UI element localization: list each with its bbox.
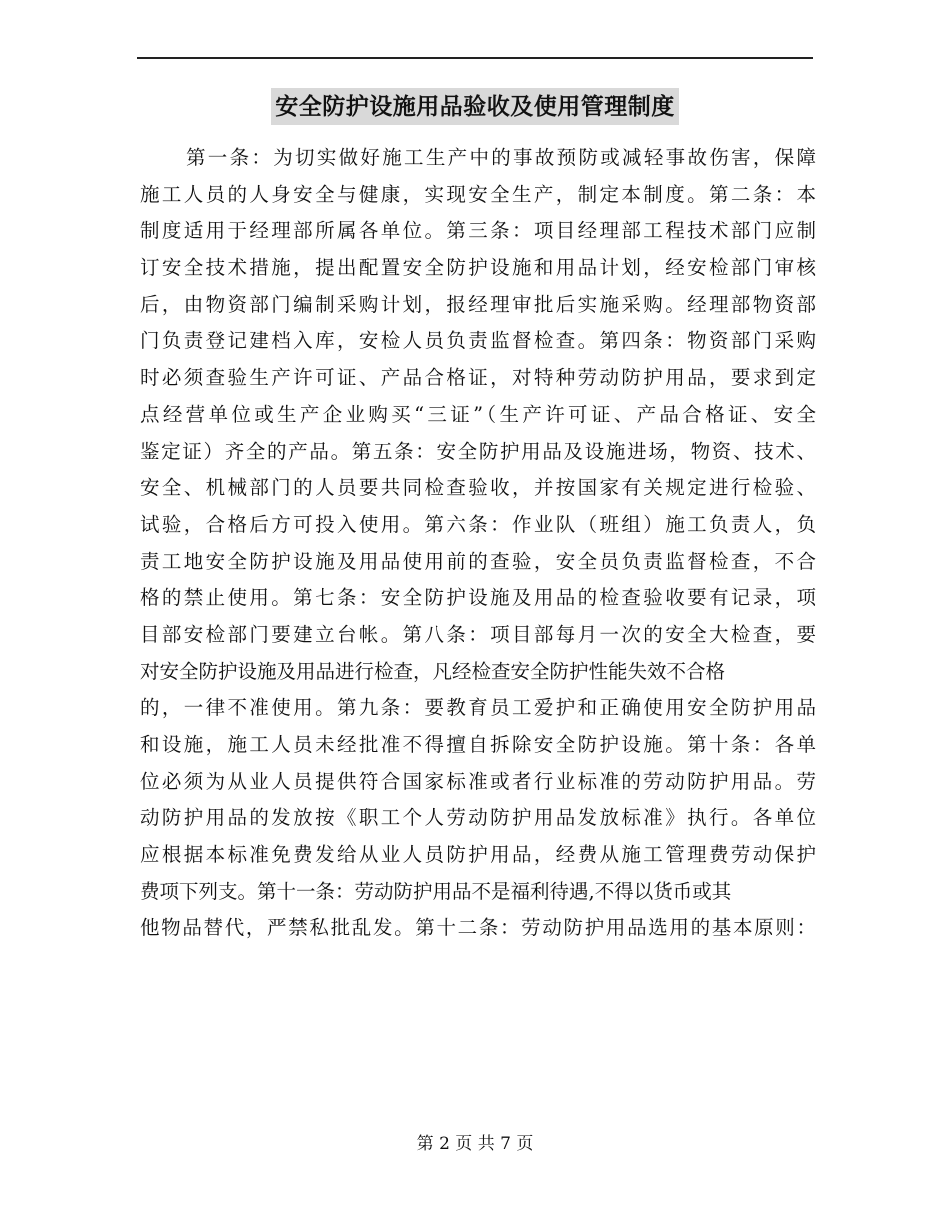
body-line: 对安全防护设施及用品进行检查，凡经检查安全防护性能失效不合格 bbox=[140, 659, 726, 683]
body-text bbox=[140, 140, 816, 947]
body-line: 施工人员的人身安全与健康，实现安全生产，制定本制度。第二条：本 bbox=[140, 182, 816, 206]
body-line: 和设施，施工人员未经批准不得擅自拆除安全防护设施。第十条：各单 bbox=[140, 733, 816, 756]
body-line: 制度适用于经理部所属各单位。第三条：项目经理部工程技术部门应制 bbox=[140, 219, 816, 243]
title-container bbox=[0, 88, 950, 125]
body-line: 应根据本标准免费发给从业人员防护用品，经费从施工管理费劳动保护 bbox=[140, 843, 816, 867]
body-line: 订安全技术措施，提出配置安全防护设施和用品计划，经安检部门审核 bbox=[140, 256, 816, 280]
body-line: 鉴定证）齐全的产品。第五条：安全防护用品及设施进场，物资、技术、 bbox=[140, 439, 816, 463]
body-line: 门负责登记建档入库，安检人员负责监督检查。第四条：物资部门采购 bbox=[140, 329, 816, 353]
body-line: 安全、机械部门的人员要共同检查验收，并按国家有关规定进行检验、 bbox=[140, 476, 816, 500]
body-line: 后，由物资部门编制采购计划，报经理审批后实施采购。经理部物资部 bbox=[140, 292, 816, 316]
body-line: 的，一律不准使用。第九条：要教育员工爱护和正确使用安全防护用品 bbox=[140, 696, 816, 720]
document-title: 安全防护设施用品验收及使用管理制度 bbox=[271, 88, 679, 125]
body-line: 费项下列支。第十一条：劳动防护用品不是福利待遇,不得以货币或其 bbox=[140, 879, 732, 903]
body-line: 目部安检部门要建立台帐。第八条：项目部每月一次的安全大检查，要 bbox=[140, 622, 816, 646]
body-line: 点经营单位或生产企业购买“三证”（生产许可证、产品合格证、安全 bbox=[140, 402, 816, 426]
body-line: 格的禁止使用。第七条：安全防护设施及用品的检查验收要有记录，项 bbox=[140, 586, 816, 610]
body-line: 时必须查验生产许可证、产品合格证，对特种劳动防护用品，要求到定 bbox=[140, 366, 816, 390]
body-line: 他物品替代，严禁私批乱发。第十二条：劳动防护用品选用的基本原则： bbox=[140, 916, 816, 940]
header-rule bbox=[137, 57, 813, 59]
body-line: 动防护用品的发放按《职工个人劳动防护用品发放标准》执行。各单位 bbox=[140, 806, 816, 830]
body-line: 试验，合格后方可投入使用。第六条：作业队（班组）施工负责人，负 bbox=[140, 512, 816, 536]
body-line: 责工地安全防护设施及用品使用前的查验，安全员负责监督检查，不合 bbox=[140, 549, 816, 573]
page-number: 第 2 页 共 7 页 bbox=[416, 1134, 534, 1154]
body-line: 位必须为从业人员提供符合国家标准或者行业标准的劳动防护用品。劳 bbox=[140, 769, 816, 793]
body-line: 第一条：为切实做好施工生产中的事故预防或减轻事故伤害，保障 bbox=[186, 146, 816, 169]
